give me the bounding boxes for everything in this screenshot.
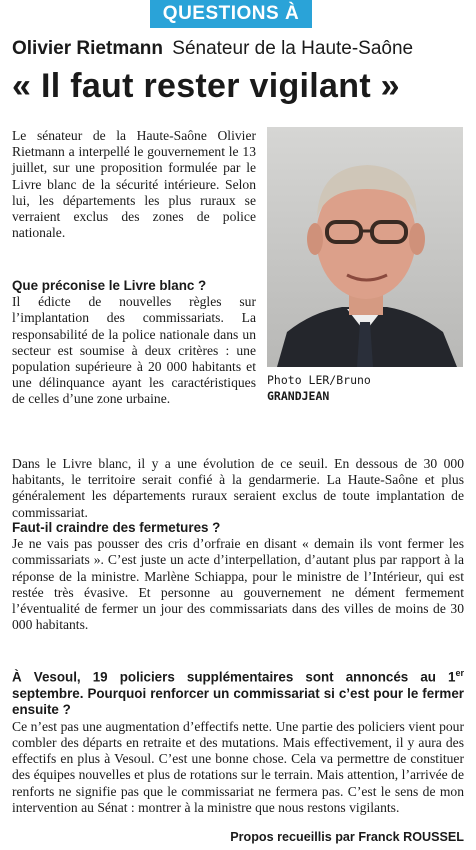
caption-photographer: GRANDJEAN (267, 389, 330, 403)
q3-question-sup: er (455, 668, 464, 678)
q1-answer-col: Il édicte de nouvelles règles sur l’implantation des commissariats. La responsabilité de la police nationale dans un secteur est soumise à deux critères : une population supérieure à 20 000 habitants et une délinquance ayant les caractéristiques de celles d’une zone urbaine. (12, 294, 256, 407)
portrait-image (267, 127, 463, 367)
rubric-banner: QUESTIONS À (150, 0, 312, 28)
q1-block (12, 278, 256, 408)
q1-answer-full (12, 456, 464, 521)
q2-block (12, 520, 464, 633)
photo-caption (267, 372, 463, 404)
q3-block (12, 665, 464, 816)
q3-question-a: À Vesoul, 19 policiers supplémentaires sont annoncés au 1 (12, 669, 456, 685)
q1-answer-full-text: Dans le Livre blanc, il y a une évolution de ce seuil. En dessous de 30 000 habitants, le territoire serait confié à la gendarmerie. La Haute-Saône et plus généralement les départements ruraux seraient exclus de toute implantation de commissariat. (12, 456, 464, 520)
caption-credit: Photo LER/Bruno (267, 373, 371, 387)
intro-paragraph (12, 128, 256, 241)
intro-text: Le sénateur de la Haute-Saône Olivier Rietmann a interpellé le gouvernement le 13 juillet, sur une proposition formulée par le Livre blanc de la sécurité intérieure. Selon lui, les départements les plus ruraux se verraient exclus des zones de police nationale. (12, 128, 256, 241)
senator-photo (267, 127, 463, 367)
byline (12, 38, 472, 60)
q1-question: Que préconise le Livre blanc ? (12, 278, 207, 293)
author-signature: Propos recueillis par Franck ROUSSEL (230, 830, 464, 844)
interviewee-name: Olivier Rietmann (12, 38, 163, 59)
q2-question: Faut-il craindre des fermetures ? (12, 520, 221, 535)
headline: « Il faut rester vigilant » (12, 67, 400, 105)
q3-answer: Ce n’est pas une augmentation d’effectifs nette. Une partie des policiers vient pour combler des départs en retraite et des mutations. Mais effectivement, il y aura des effectifs en plus à Vesoul. C’est une bonne chose. Cela va permettre de constituer des équipes nouvelles et plus de rotations sur le terrain. Mais attention, l’arrivée de renforts ne signifie pas que le commissariat ne fermera pas. C’est le sens de mon intervention au Sénat : montrer à la ministre que nous restons vigilants. (12, 718, 464, 815)
q2-answer: Je ne vais pas pousser des cris d’orfraie en disant « demain ils vont fermer les commissariats ». C’est juste un acte d’interpellation, d’autant plus par rapport à la réponse de la ministre. Marlène Schiappa, pour le ministre de l’Intérieur, qui est restée très évasive. Et personne au gouvernement ne dément fermement l’éventualité de fermer un jour des commissariats dans des villes de moins de 30 000 habitants. (12, 536, 464, 633)
interviewee-role: Sénateur de la Haute-Saône (172, 38, 414, 59)
q3-question-b: septembre. Pourquoi renforcer un commissariat si c’est pour le fermer ensuite ? (12, 685, 464, 718)
q3-question (12, 665, 464, 719)
